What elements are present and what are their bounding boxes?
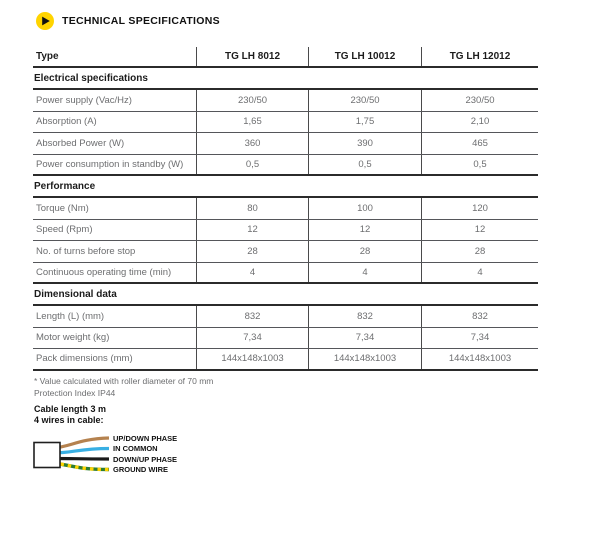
footnote-roller-diameter: * Value calculated with roller diameter of 70 mm xyxy=(34,376,214,386)
cable-wire-count-line: 4 wires in cable: xyxy=(34,414,104,425)
row-label: Torque (Nm) xyxy=(36,202,89,214)
table-row xyxy=(33,220,538,242)
row-label: Length (L) (mm) xyxy=(36,310,105,322)
cell-value: 1,65 xyxy=(196,112,308,133)
cell-value: 12 xyxy=(308,220,421,241)
cell-value: 0,5 xyxy=(421,155,538,175)
spec-table xyxy=(33,47,538,371)
cell-value: 120 xyxy=(421,198,538,219)
row-label: Speed (Rpm) xyxy=(36,224,93,236)
up-down-phase-wire xyxy=(53,438,109,448)
wire-label: GROUND WIRE xyxy=(113,465,168,474)
down-up-phase-wire xyxy=(53,459,109,460)
cell-value: 390 xyxy=(308,133,421,154)
cable-length-line: Cable length 3 m xyxy=(34,404,107,414)
wire-label: IN COMMON xyxy=(113,444,158,453)
section-title-electrical: Electrical specifications xyxy=(33,68,538,90)
cell-value: 4 xyxy=(196,263,308,283)
cell-value: 230/50 xyxy=(308,90,421,111)
table-row xyxy=(33,241,538,263)
row-label: Continuous operating time (min) xyxy=(36,266,172,278)
row-label: Power supply (Vac/Hz) xyxy=(36,94,132,106)
cell-value: 832 xyxy=(308,306,421,327)
row-label: Absorption (A) xyxy=(36,116,97,128)
play-icon xyxy=(36,12,54,30)
table-row xyxy=(33,263,538,285)
table-row xyxy=(33,306,538,328)
column-header-model-2: TG LH 10012 xyxy=(308,47,421,66)
cell-value: 2,10 xyxy=(421,112,538,133)
cell-value: 832 xyxy=(421,306,538,327)
row-label: Power consumption in standby (W) xyxy=(36,158,184,170)
cell-value: 832 xyxy=(196,306,308,327)
cell-value: 465 xyxy=(421,133,538,154)
row-label: No. of turns before stop xyxy=(36,245,136,257)
table-row xyxy=(33,155,538,177)
cable-sheath xyxy=(34,443,60,468)
row-label: Motor weight (kg) xyxy=(36,332,110,344)
cell-value: 28 xyxy=(196,241,308,262)
table-header-row xyxy=(33,47,538,68)
cell-value: 7,34 xyxy=(308,328,421,349)
section-header xyxy=(36,12,220,30)
table-row xyxy=(33,112,538,134)
cell-value: 1,75 xyxy=(308,112,421,133)
table-row xyxy=(33,133,538,155)
footnotes xyxy=(34,376,213,399)
column-header-model-1: TG LH 8012 xyxy=(196,47,308,66)
cell-value: 7,34 xyxy=(421,328,538,349)
column-header-type: Type xyxy=(36,51,59,62)
cell-value: 12 xyxy=(196,220,308,241)
cell-value: 80 xyxy=(196,198,308,219)
row-label: Absorbed Power (W) xyxy=(36,137,125,149)
cell-value: 4 xyxy=(421,263,538,283)
cell-value: 144x148x1003 xyxy=(421,349,538,369)
column-header-model-3: TG LH 12012 xyxy=(421,47,538,66)
cable-title xyxy=(34,404,106,425)
cell-value: 28 xyxy=(421,241,538,262)
row-label: Pack dimensions (mm) xyxy=(36,353,133,365)
cell-value: 4 xyxy=(308,263,421,283)
table-row xyxy=(33,349,538,371)
cell-value: 12 xyxy=(421,220,538,241)
table-row xyxy=(33,198,538,220)
cell-value: 0,5 xyxy=(196,155,308,175)
cell-value: 0,5 xyxy=(308,155,421,175)
wire-label: DOWN/UP PHASE xyxy=(113,454,178,464)
cell-value: 144x148x1003 xyxy=(196,349,308,369)
wire-label: UP/DOWN PHASE xyxy=(113,433,178,443)
cell-value: 100 xyxy=(308,198,421,219)
section-title-dimensional: Dimensional data xyxy=(33,284,538,306)
table-row xyxy=(33,328,538,350)
cell-value: 28 xyxy=(308,241,421,262)
page-title: TECHNICAL SPECIFICATIONS xyxy=(62,15,220,27)
cell-value: 230/50 xyxy=(421,90,538,111)
cell-value: 230/50 xyxy=(196,90,308,111)
cable-diagram xyxy=(33,431,263,481)
cell-value: 360 xyxy=(196,133,308,154)
section-title-performance: Performance xyxy=(33,176,538,198)
table-row xyxy=(33,90,538,112)
cell-value: 144x148x1003 xyxy=(308,349,421,369)
footnote-protection-index: Protection Index IP44 xyxy=(34,387,116,398)
cell-value: 7,34 xyxy=(196,328,308,349)
in-common-wire xyxy=(53,449,109,454)
